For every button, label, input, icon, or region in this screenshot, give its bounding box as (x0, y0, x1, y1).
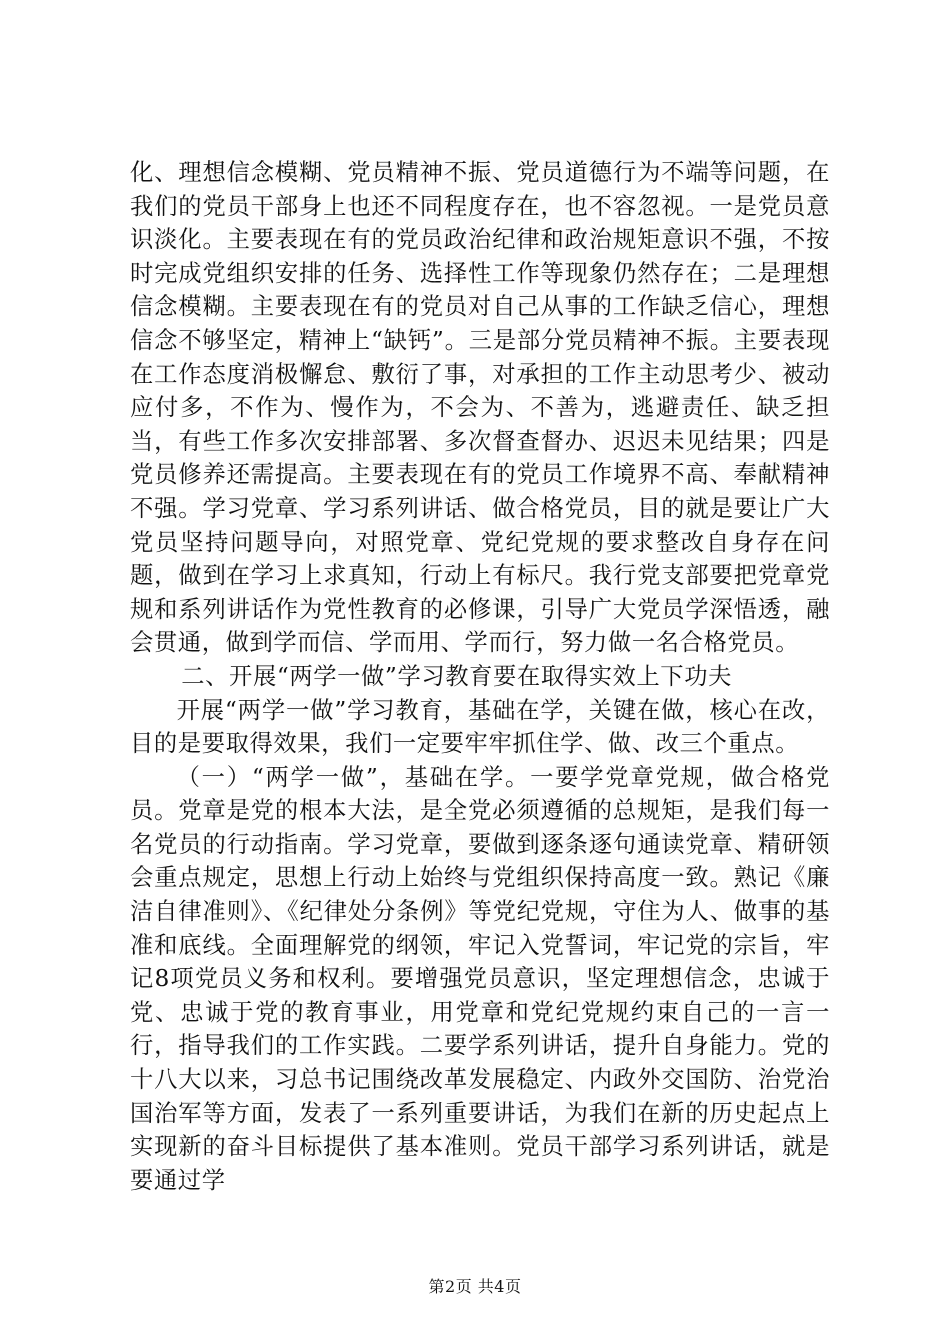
paragraph-problems: 化、理想信念模糊、党员精神不振、党员道德行为不端等问题，在我们的党员干部身上也还不同程度存在，也不容忽视。一是党员意识淡化。主要表现在有的党员政治纪律和政治规矩意识不强，不按时完成党组织安排的任务、选择性工作等现象仍然存在；二是理想信念模糊。主要表现在有的党员对自己从事的工作缺乏信心，理想信念不够坚定，精神上“缺钙”。三是部分党员精神不振。主要表现在工作态度消极懈怠、敷衍了事，对承担的工作主动思考少、被动应付多，不作为、慢作为，不会为、不善为，逃避责任、缺乏担当，有些工作多次安排部署、多次督查督办、迟迟未见结果；四是党员修养还需提高。主要表现在有的党员工作境界不高、奉献精神不强。学习党章、学习系列讲话、做合格党员，目的就是要让广大党员坚持问题导向，对照党章、党纪党规的要求整改自身存在问题，做到在学习上求真知，行动上有标尺。我行党支部要把党章党规和系列讲话作为党性教育的必修课，引导广大党员学深悟透，融会贯通，做到学而信、学而用、学而行，努力做一名合格党员。 (130, 159, 830, 657)
paragraph-intro: 开展“两学一做”学习教育，基础在学，关键在做，核心在改，目的是要取得效果，我们一定要牢牢抓住学、做、改三个重点。 (130, 696, 830, 758)
paragraph-study: （一）“两学一做”，基础在学。一要学党章党规，做合格党员。党章是党的根本大法，是全党必须遵循的总规矩，是我们每一名党员的行动指南。学习党章，要做到逐条逐句通读党章、精研领会重点规定，思想上行动上始终与党组织保持高度一致。熟记《廉洁自律准则》、《纪律处分条例》等党纪党规，守住为人、做事的基准和底线。全面理解党的纲领，牢记入党誓词，牢记党的宗旨，牢记8项党员义务和权利。要增强党员意识，坚定理想信念，忠诚于党、忠诚于党的教育事业，用党章和党纪党规约束自己的一言一行，指导我们的工作实践。二要学系列讲话，提升自身能力。党的十八大以来，习总书记围绕改革发展稳定、内政外交国防、治党治国治军等方面，发表了一系列重要讲话，为我们在新的历史起点上实现新的奋斗目标提供了基本准则。党员干部学习系列讲话，就是要通过学 (130, 763, 830, 1194)
body-text (130, 156, 830, 1197)
section-heading: 二、开展“两学一做”学习教育要在取得实效上下功夫 (181, 662, 733, 690)
page-number-footer: 第2页 共4页 (428, 1277, 522, 1296)
